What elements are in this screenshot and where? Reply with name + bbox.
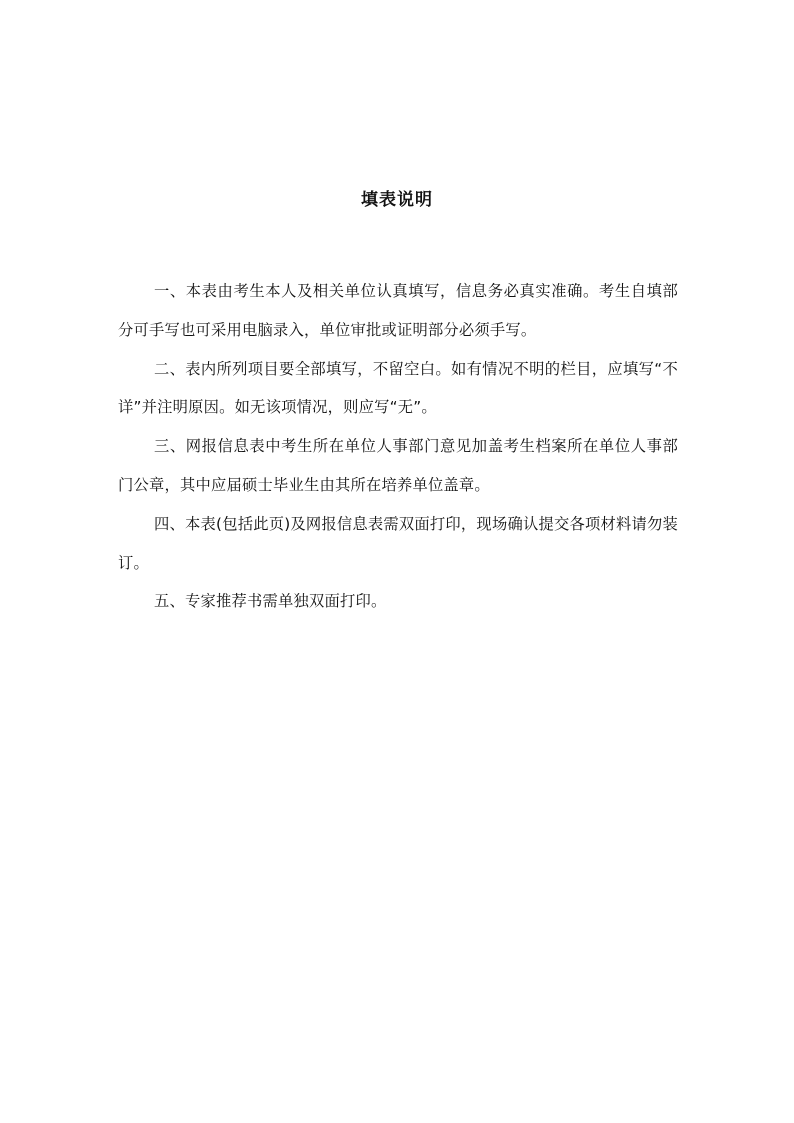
instruction-paragraph-4: 四、本表(包括此页)及网报信息表需双面打印，现场确认提交各项材料请勿装订。: [118, 514, 678, 572]
instruction-paragraph-2: 二、表内所列项目要全部填写，不留空白。如有情况不明的栏目，应填写“不详”并注明原因。如无该项情况，则应写“无”。: [118, 359, 678, 417]
instruction-paragraph-3: 三、网报信息表中考生所在单位人事部门意见加盖考生档案所在单位人事部门公章，其中应届硕士毕业生由其所在培养单位盖章。: [118, 437, 678, 494]
page-title: 填表说明: [361, 190, 433, 210]
instruction-paragraph-1: 一、本表由考生本人及相关单位认真填写，信息务必真实准确。考生自填部分可手写也可采用电脑录入，单位审批或证明部分必须手写。: [118, 282, 678, 339]
instruction-paragraph-5: 五、专家推荐书需单独双面打印。: [154, 592, 387, 611]
instructions-body: [118, 272, 678, 621]
